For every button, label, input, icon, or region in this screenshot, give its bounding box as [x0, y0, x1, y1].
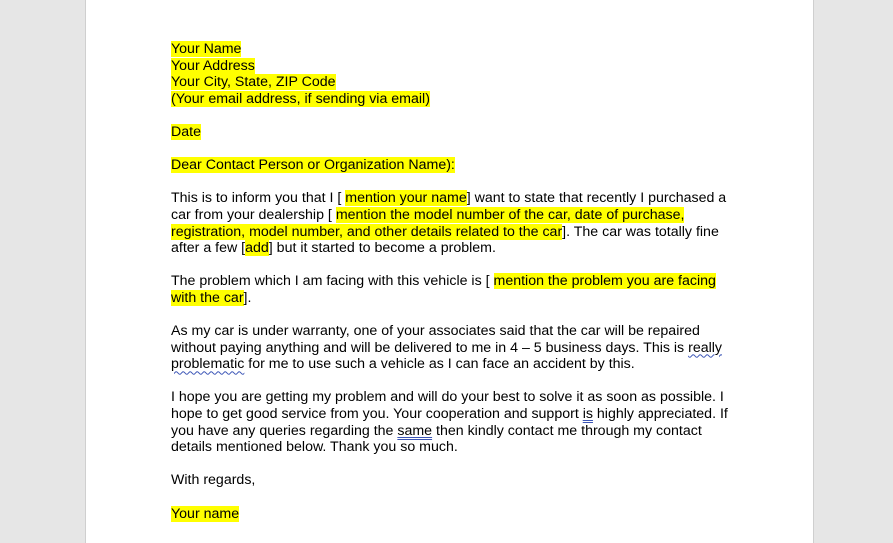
paragraph-request — [171, 389, 733, 455]
request-text-3: then kindly contact me through my contact details mentioned below. Thank you so much. — [171, 422, 702, 456]
problem-text-1: The problem which I am facing with this vehicle is [ — [171, 273, 494, 290]
salutation: Dear Contact Person or Organization Name): — [171, 157, 455, 174]
problem-text-2: ]. — [243, 289, 252, 306]
grammar-flag-same[interactable]: same — [397, 422, 433, 439]
closing: With regards, — [171, 472, 256, 489]
salutation-line — [171, 157, 733, 174]
date-line — [171, 124, 733, 141]
signature-name: Your name — [171, 505, 240, 522]
sender-city-line: Your City, State, ZIP Code — [171, 74, 336, 91]
placeholder-car-details: mention the model number of the car, date of purchase, registration, model number, and other details related to the car — [171, 206, 685, 240]
request-text-1: I hope you are getting my problem and will do your best to solve it as soon as possible. I hope to get good service from you. Your cooperation and support — [171, 389, 724, 423]
intro-text-4: ] but it started to become a problem. — [268, 240, 496, 257]
paragraph-problem — [171, 273, 733, 306]
closing-line — [171, 472, 733, 489]
sender-email-line: (Your email address, if sending via email) — [171, 90, 430, 107]
placeholder-your-name: mention your name — [345, 190, 467, 207]
intro-text-2: ] want to state that recently I purchased a car from your dealership [ — [171, 190, 727, 223]
sender-block — [171, 41, 733, 107]
sender-address: Your Address — [171, 57, 255, 74]
placeholder-problem: mention the problem you are facing with the car — [171, 273, 716, 306]
request-text-2: highly appreciated. If you have any queries regarding the — [171, 406, 728, 439]
date-placeholder: Date — [171, 123, 201, 140]
grammar-flag-really-problematic[interactable]: really problematic — [171, 339, 722, 373]
warranty-text-1: As my car is under warranty, one of your associates said that the car will be repaired without paying anything and will be delivered to me in 4 – 5 business days. This is — [171, 323, 700, 356]
grammar-flag-is[interactable]: is — [582, 406, 593, 423]
intro-text-3: ]. The car was totally fine after a few [ — [171, 223, 719, 257]
placeholder-add: add — [245, 240, 269, 257]
document-page[interactable] — [85, 0, 814, 543]
signature-line — [171, 506, 733, 523]
letter-body[interactable] — [171, 41, 733, 539]
sender-name: Your Name — [171, 41, 242, 57]
warranty-text-2: for me to use such a vehicle as I can face an accident by this. — [244, 356, 635, 373]
paragraph-warranty — [171, 323, 733, 373]
paragraph-intro — [171, 190, 733, 256]
intro-text-1: This is to inform you that I [ — [171, 190, 346, 207]
